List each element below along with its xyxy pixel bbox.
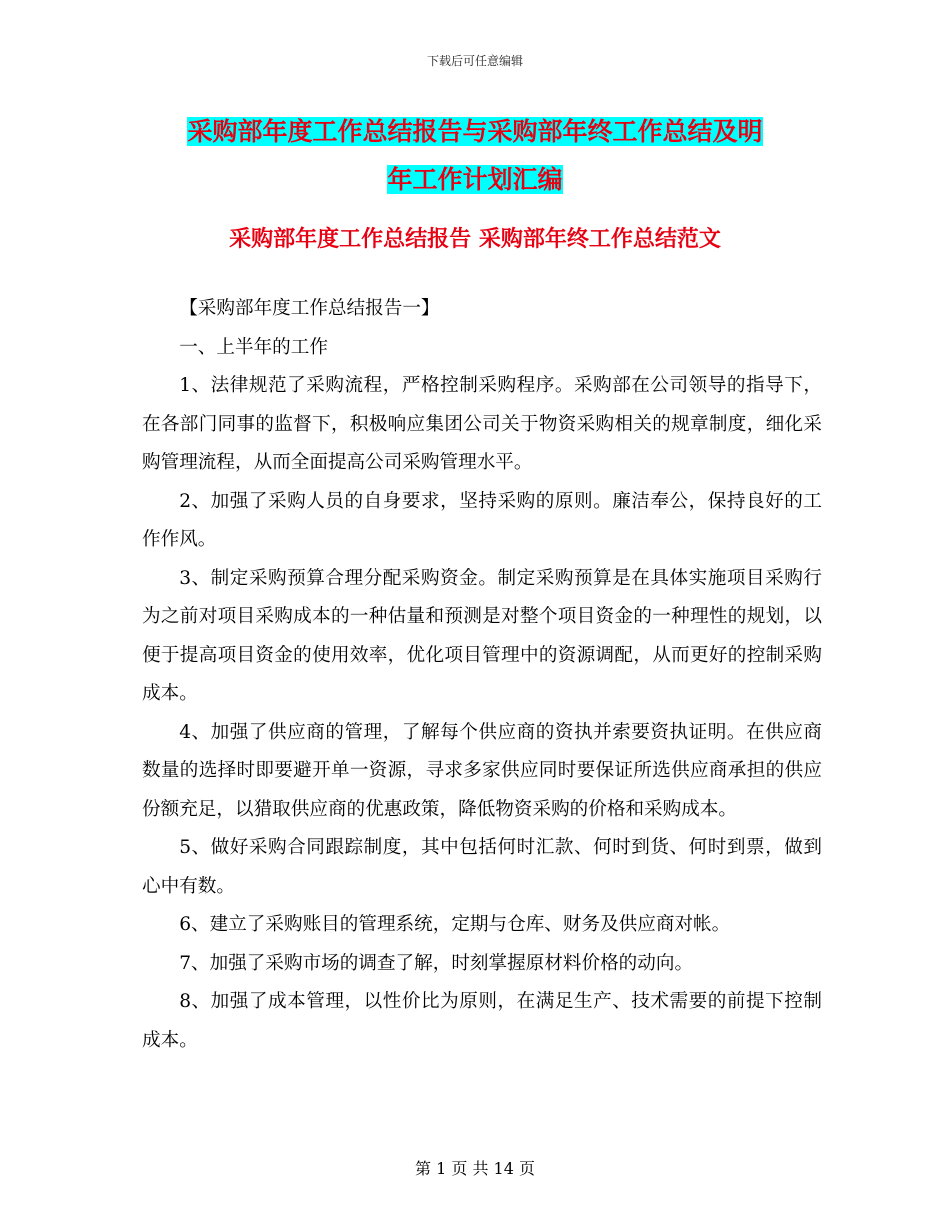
paragraph-item-2: 2、加强了采购人员的自身要求，坚持采购的原则。廉洁奉公，保持良好的工作作风。: [142, 490, 822, 550]
paragraph-section-heading: 【采购部年度工作总结报告一】: [179, 298, 440, 319]
title-line-2: 年工作计划汇编: [387, 165, 563, 194]
paragraph-item-3: 3、制定采购预算合理分配采购资金。制定采购预算是在具体实施项目采购行为之前对项目采购成本的一种估量和预测是对整个项目资金的一种理性的规划，以便于提高项目资金的使用效率，优化项目管理中的资源调配，从而更好的控制采购成本。: [142, 567, 822, 704]
paragraph-item-5: 5、做好采购合同跟踪制度，其中包括何时汇款、何时到货、何时到票，做到心中有数。: [142, 837, 822, 897]
paragraph-item-4: 4、加强了供应商的管理，了解每个供应商的资执并索要资执证明。在供应商数量的选择时即要避开单一资源，寻求多家供应同时要保证所选供应商承担的供应份额充足，以猎取供应商的优惠政策，降低物资采购的价格和采购成本。: [142, 721, 822, 820]
paragraph-part-heading: 一、上半年的工作: [179, 336, 328, 358]
document-body: [142, 290, 822, 1060]
header-note: 下载后可任意编辑: [426, 54, 523, 68]
paragraph-item-7: 7、加强了采购市场的调查了解，时刻掌握原材料价格的动向。: [179, 952, 694, 974]
paragraph-item-8: 8、加强了成本管理，以性价比为原则，在满足生产、技术需要的前提下控制成本。: [142, 991, 822, 1051]
document-title: [140, 108, 810, 204]
paragraph-item-6: 6、建立了采购账目的管理系统，定期与仓库、财务及供应商对帐。: [179, 914, 731, 935]
page-number: 第 1 页 共 14 页: [415, 1159, 535, 1178]
title-line-1: 采购部年度工作总结报告与采购部年终工作总结及明: [187, 117, 763, 146]
document-subtitle: 采购部年度工作总结报告 采购部年终工作总结范文: [229, 227, 721, 252]
paragraph-item-1: 1、法律规范了采购流程，严格控制采购程序。采购部在公司领导的指导下，在各部门同事的监督下，积极响应集团公司关于物资采购相关的规章制度，细化采购管理流程，从而全面提高公司采购管理水平。: [142, 375, 822, 473]
